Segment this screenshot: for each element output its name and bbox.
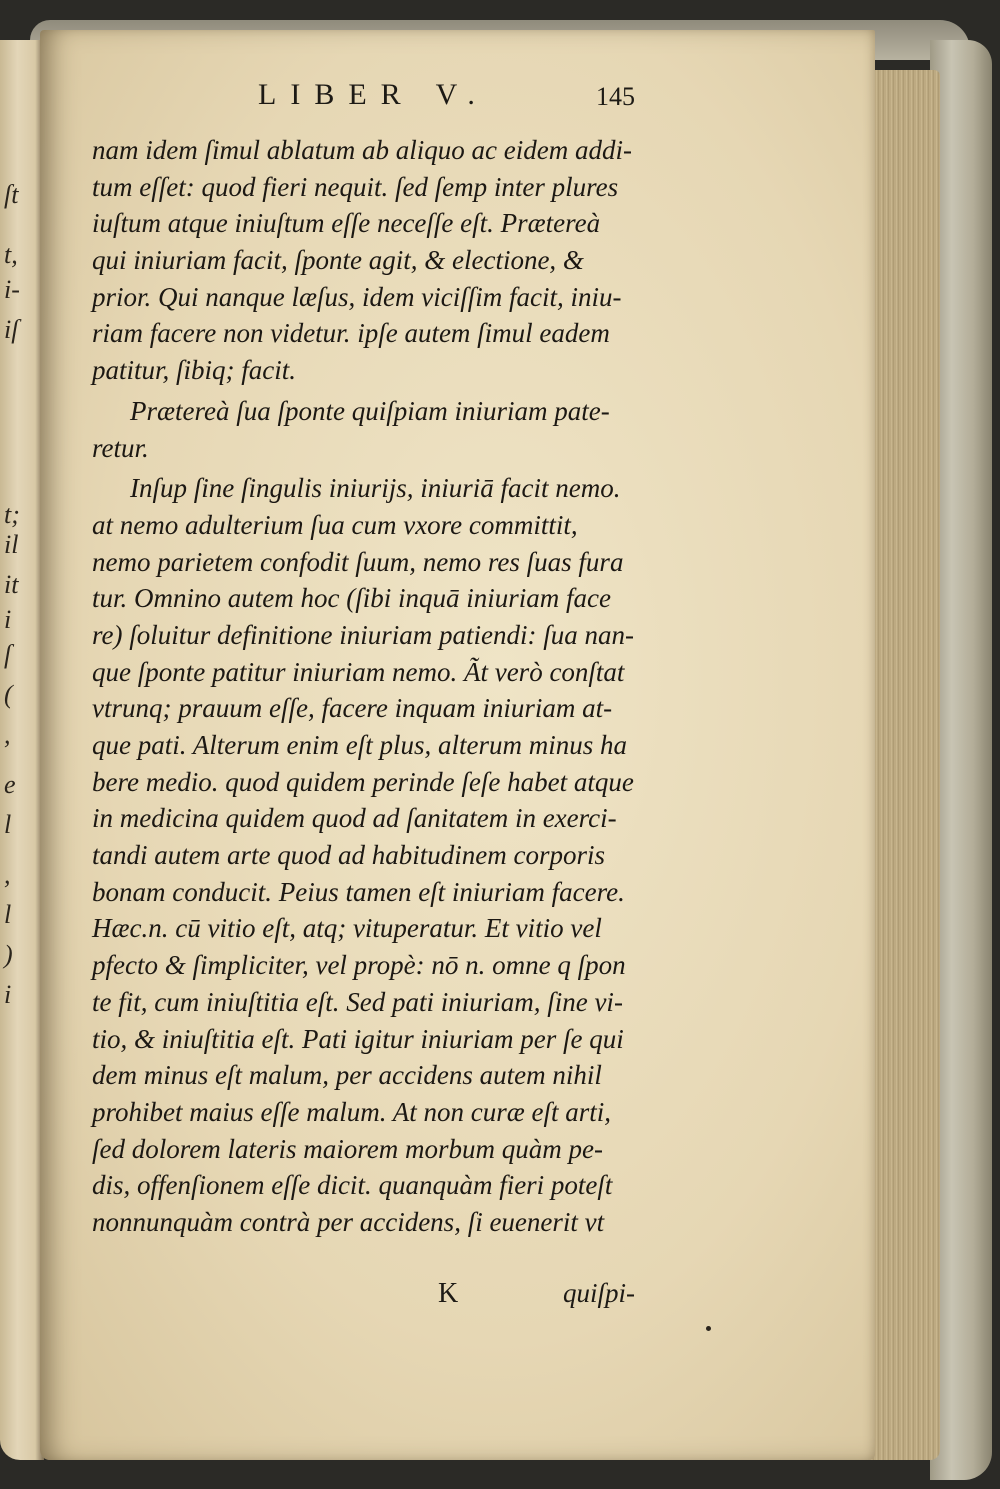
running-head: LIBER V.	[258, 78, 489, 111]
margin-fragment: ſt	[4, 180, 19, 209]
margin-fragment: i	[4, 980, 12, 1009]
margin-fragment: (	[4, 680, 13, 709]
text-line: nam idem ſimul ablatum ab aliquo ac eidem addi-	[92, 135, 632, 165]
text-line: in medicina quidem quod ad ſanitatem in exerci-	[92, 803, 617, 834]
text-line: dem minus eſt malum, per accidens autem nihil	[92, 1060, 602, 1091]
margin-fragment: ,	[4, 720, 11, 749]
text-line: bonam conducit. Peius tamen eſt iniuriam facere.	[92, 876, 625, 907]
left-facing-page	[0, 40, 44, 1460]
signature-mark: K	[438, 1278, 459, 1309]
text-line: Prætereà ſua ſponte quiſpiam iniuriam pate-	[130, 395, 610, 426]
margin-fragment: t,	[4, 240, 18, 269]
margin-fragment: iſ	[4, 315, 19, 344]
text-line: qui iniuriam facit, ſponte agit, & electione, &	[92, 245, 584, 276]
text-line: prior. Qui nanque læſus, idem viciſſim facit, iniu-	[92, 281, 622, 312]
catchword: quiſpi-	[563, 1278, 635, 1308]
text-line: bere medio. quod quidem perinde ſeſe habet atque	[92, 766, 634, 797]
margin-fragment: i	[4, 605, 12, 634]
text-line: Inſup ſine ſingulis iniurijs, iniuriā facit nemo.	[130, 473, 621, 504]
margin-fragment: l	[4, 900, 12, 929]
ink-speck	[706, 1326, 711, 1331]
text-line: patitur, ſibiq; facit.	[92, 355, 297, 386]
text-line: nemo parietem confodit ſuum, nemo res ſuas fura	[92, 546, 624, 577]
body-text	[92, 132, 652, 1241]
text-line: Hæc.n. cū vitio eſt, atq; vituperatur. Et vitio vel	[92, 913, 602, 944]
text-line: que ſponte patitur iniuriam nemo. Ãt verò conſtat	[92, 656, 625, 687]
text-line: pfecto & ſimpliciter, vel propè: nō n. omne q ſpon	[92, 950, 626, 981]
text-line: tio, & iniuſtitia eſt. Pati igitur iniuriam per ſe qui	[92, 1023, 624, 1054]
text-line: tur. Omnino autem hoc (ſibi inquā iniuriam face	[92, 583, 611, 614]
margin-fragment: l	[4, 810, 12, 839]
text-line: dis, offenſionem eſſe dicit. quanquàm fieri poteſt	[92, 1170, 613, 1201]
text-line: tandi autem arte quod ad habitudinem corporis	[92, 840, 605, 871]
margin-fragment: il	[4, 530, 19, 559]
text-line: nonnunquàm contrà per accidens, ſi euenerit vt	[92, 1206, 605, 1237]
text-line: retur.	[92, 432, 149, 463]
text-line: ſed dolorem lateris maiorem morbum quàm pe-	[92, 1133, 603, 1164]
text-line: iuſtum atque iniuſtum eſſe neceſſe eſt. Prætereà	[92, 208, 601, 239]
text-line: at nemo adulterium ſua cum vxore committit,	[92, 509, 578, 540]
text-line: riam facere non videtur. ipſe autem ſimul eadem	[92, 318, 610, 349]
page-number: 145	[596, 82, 635, 111]
margin-fragment: )	[4, 940, 13, 969]
page-header	[258, 78, 635, 118]
page-footer	[438, 1278, 638, 1308]
margin-fragment: i-	[4, 275, 20, 304]
margin-fragment: ,	[4, 860, 11, 889]
margin-fragment: e	[4, 770, 16, 799]
text-line: re) ſoluitur definitione iniuriam patiendi: ſua nan-	[92, 619, 634, 650]
margin-fragment: it	[4, 570, 19, 599]
text-line: prohibet maius eſſe malum. At non curæ eſt arti,	[92, 1096, 611, 1127]
margin-fragment: t;	[4, 500, 20, 529]
margin-fragment: ſ	[4, 640, 12, 669]
text-line: te fit, cum iniuſtitia eſt. Sed pati iniuriam, ſine vi-	[92, 986, 623, 1017]
text-line: que pati. Alterum enim eſt plus, alterum minus ha	[92, 730, 627, 760]
text-line: vtrunq; prauum eſſe, facere inquam iniuriam at-	[92, 693, 613, 724]
text-line: tum eſſet: quod fieri nequit. ſed ſemp inter plures	[92, 171, 619, 202]
